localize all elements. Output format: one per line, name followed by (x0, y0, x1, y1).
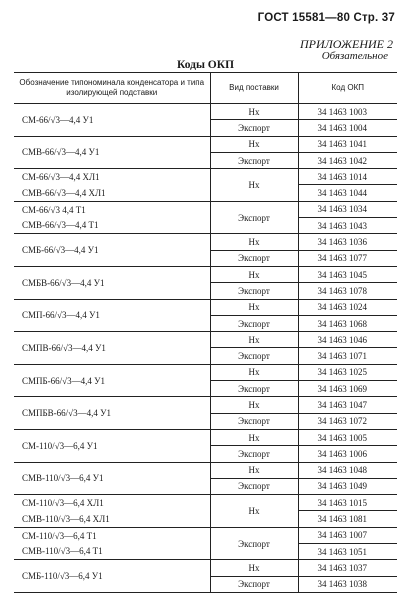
okp-code-cell: 34 1463 1003 (298, 104, 397, 120)
okp-code-cell: 34 1463 1014 (298, 169, 397, 185)
okp-code-cell: 34 1463 1049 (298, 478, 397, 494)
okp-code-cell: 34 1463 1036 (298, 234, 397, 250)
designation-cell: СМПБ-66/√3—4,4 У1 (14, 364, 210, 397)
okp-code-cell: 34 1463 1037 (298, 560, 397, 576)
designation-cell: СМ-110/√3—6,4 ХЛ1 (14, 495, 210, 511)
okp-code-cell: 34 1463 1078 (298, 283, 397, 299)
okp-code-cell: 34 1463 1068 (298, 315, 397, 331)
delivery-cell: Нх (210, 104, 298, 120)
designation-cell: СМ-66/√3—4,4 У1 (14, 104, 210, 137)
delivery-cell: Экспорт (210, 576, 298, 592)
table-row (14, 169, 397, 185)
designation-cell: СМВ-66/√3—4,4 Т1 (14, 218, 210, 234)
table-row (14, 527, 397, 543)
okp-code-cell: 34 1463 1042 (298, 152, 397, 168)
delivery-cell: Нх (210, 136, 298, 152)
table-row (14, 397, 397, 413)
page-header: ГОСТ 15581—80 Стр. 37 (257, 12, 395, 24)
table-row (14, 136, 397, 152)
okp-code-cell: 34 1463 1043 (298, 218, 397, 234)
designation-cell: СМБ-66/√3—4,4 У1 (14, 234, 210, 267)
column-header-delivery: Вид поставки (210, 73, 298, 104)
okp-code-cell: 34 1463 1081 (298, 511, 397, 527)
table-row (14, 544, 397, 560)
delivery-cell: Экспорт (210, 446, 298, 462)
table-row (14, 299, 397, 315)
delivery-cell: Экспорт (210, 283, 298, 299)
okp-code-cell: 34 1463 1045 (298, 266, 397, 282)
okp-code-cell: 34 1463 1025 (298, 364, 397, 380)
okp-code-cell: 34 1463 1007 (298, 527, 397, 543)
okp-code-cell: 34 1463 1015 (298, 495, 397, 511)
delivery-cell: Экспорт (210, 478, 298, 494)
okp-code-cell: 34 1463 1046 (298, 332, 397, 348)
designation-cell: СМВ-110/√3—6,4 Т1 (14, 544, 210, 560)
okp-code-cell: 34 1463 1004 (298, 120, 397, 136)
table-row (14, 511, 397, 527)
designation-cell: СМВ-110/√3—6,4 У1 (14, 462, 210, 495)
table-row (14, 462, 397, 478)
designation-cell: СМПБВ-66/√3—4,4 У1 (14, 397, 210, 430)
table-row (14, 429, 397, 445)
table-row (14, 495, 397, 511)
table-row (14, 332, 397, 348)
okp-code-cell: 34 1463 1034 (298, 201, 397, 217)
okp-code-cell: 34 1463 1038 (298, 576, 397, 592)
delivery-cell: Экспорт (210, 120, 298, 136)
designation-cell: СМ-66/√3 4,4 Т1 (14, 201, 210, 217)
table-body (14, 104, 397, 593)
okp-code-cell: 34 1463 1024 (298, 299, 397, 315)
delivery-cell: Нх (210, 169, 298, 202)
okp-code-cell: 34 1463 1071 (298, 348, 397, 364)
delivery-cell: Экспорт (210, 348, 298, 364)
delivery-cell: Нх (210, 397, 298, 413)
okp-code-cell: 34 1463 1051 (298, 544, 397, 560)
okp-code-cell: 34 1463 1077 (298, 250, 397, 266)
designation-cell: СМБ-110/√3—6,4 У1 (14, 560, 210, 593)
delivery-cell: Нх (210, 560, 298, 576)
okp-code-cell: 34 1463 1005 (298, 429, 397, 445)
designation-cell: СМП-66/√3—4,4 У1 (14, 299, 210, 332)
designation-cell: СМВ-66/√3—4,4 У1 (14, 136, 210, 169)
delivery-cell: Экспорт (210, 250, 298, 266)
table-row (14, 104, 397, 120)
table-row (14, 234, 397, 250)
okp-code-cell: 34 1463 1047 (298, 397, 397, 413)
designation-cell: СМВ-66/√3—4,4 ХЛ1 (14, 185, 210, 201)
table-row (14, 364, 397, 380)
designation-cell: СМ-66/√3—4,4 ХЛ1 (14, 169, 210, 185)
delivery-cell: Нх (210, 266, 298, 282)
delivery-cell: Экспорт (210, 413, 298, 429)
delivery-cell: Нх (210, 429, 298, 445)
table-row (14, 201, 397, 217)
designation-cell: СМ-110/√3—6,4 У1 (14, 429, 210, 462)
designation-cell: СМ-110/√3—6,4 Т1 (14, 527, 210, 543)
column-header-code: Код ОКП (298, 73, 397, 104)
table-title: Коды ОКП (176, 59, 235, 71)
appendix-title: ПРИЛОЖЕНИЕ 2 (300, 37, 393, 51)
table-row (14, 185, 397, 201)
table-row (14, 560, 397, 576)
delivery-cell: Экспорт (210, 527, 298, 560)
delivery-cell: Нх (210, 299, 298, 315)
okp-code-cell: 34 1463 1006 (298, 446, 397, 462)
delivery-cell: Нх (210, 462, 298, 478)
codes-table (14, 72, 397, 593)
delivery-cell: Экспорт (210, 381, 298, 397)
okp-code-cell: 34 1463 1048 (298, 462, 397, 478)
designation-cell: СМБВ-66/√3—4,4 У1 (14, 266, 210, 299)
delivery-cell: Нх (210, 495, 298, 528)
delivery-cell: Экспорт (210, 152, 298, 168)
okp-code-cell: 34 1463 1069 (298, 381, 397, 397)
table-row (14, 266, 397, 282)
okp-code-cell: 34 1463 1072 (298, 413, 397, 429)
designation-cell: СМВ-110/√3—6,4 ХЛ1 (14, 511, 210, 527)
delivery-cell: Экспорт (210, 201, 298, 234)
appendix-subtitle: Обязательное (321, 50, 388, 62)
delivery-cell: Нх (210, 364, 298, 380)
okp-code-cell: 34 1463 1044 (298, 185, 397, 201)
column-header-designation: Обозначение типономинала конденсатора и типа изолирующей подставки (14, 73, 210, 104)
okp-code-cell: 34 1463 1041 (298, 136, 397, 152)
delivery-cell: Нх (210, 234, 298, 250)
designation-cell: СМПВ-66/√3—4,4 У1 (14, 332, 210, 365)
delivery-cell: Экспорт (210, 315, 298, 331)
delivery-cell: Нх (210, 332, 298, 348)
table-row (14, 218, 397, 234)
